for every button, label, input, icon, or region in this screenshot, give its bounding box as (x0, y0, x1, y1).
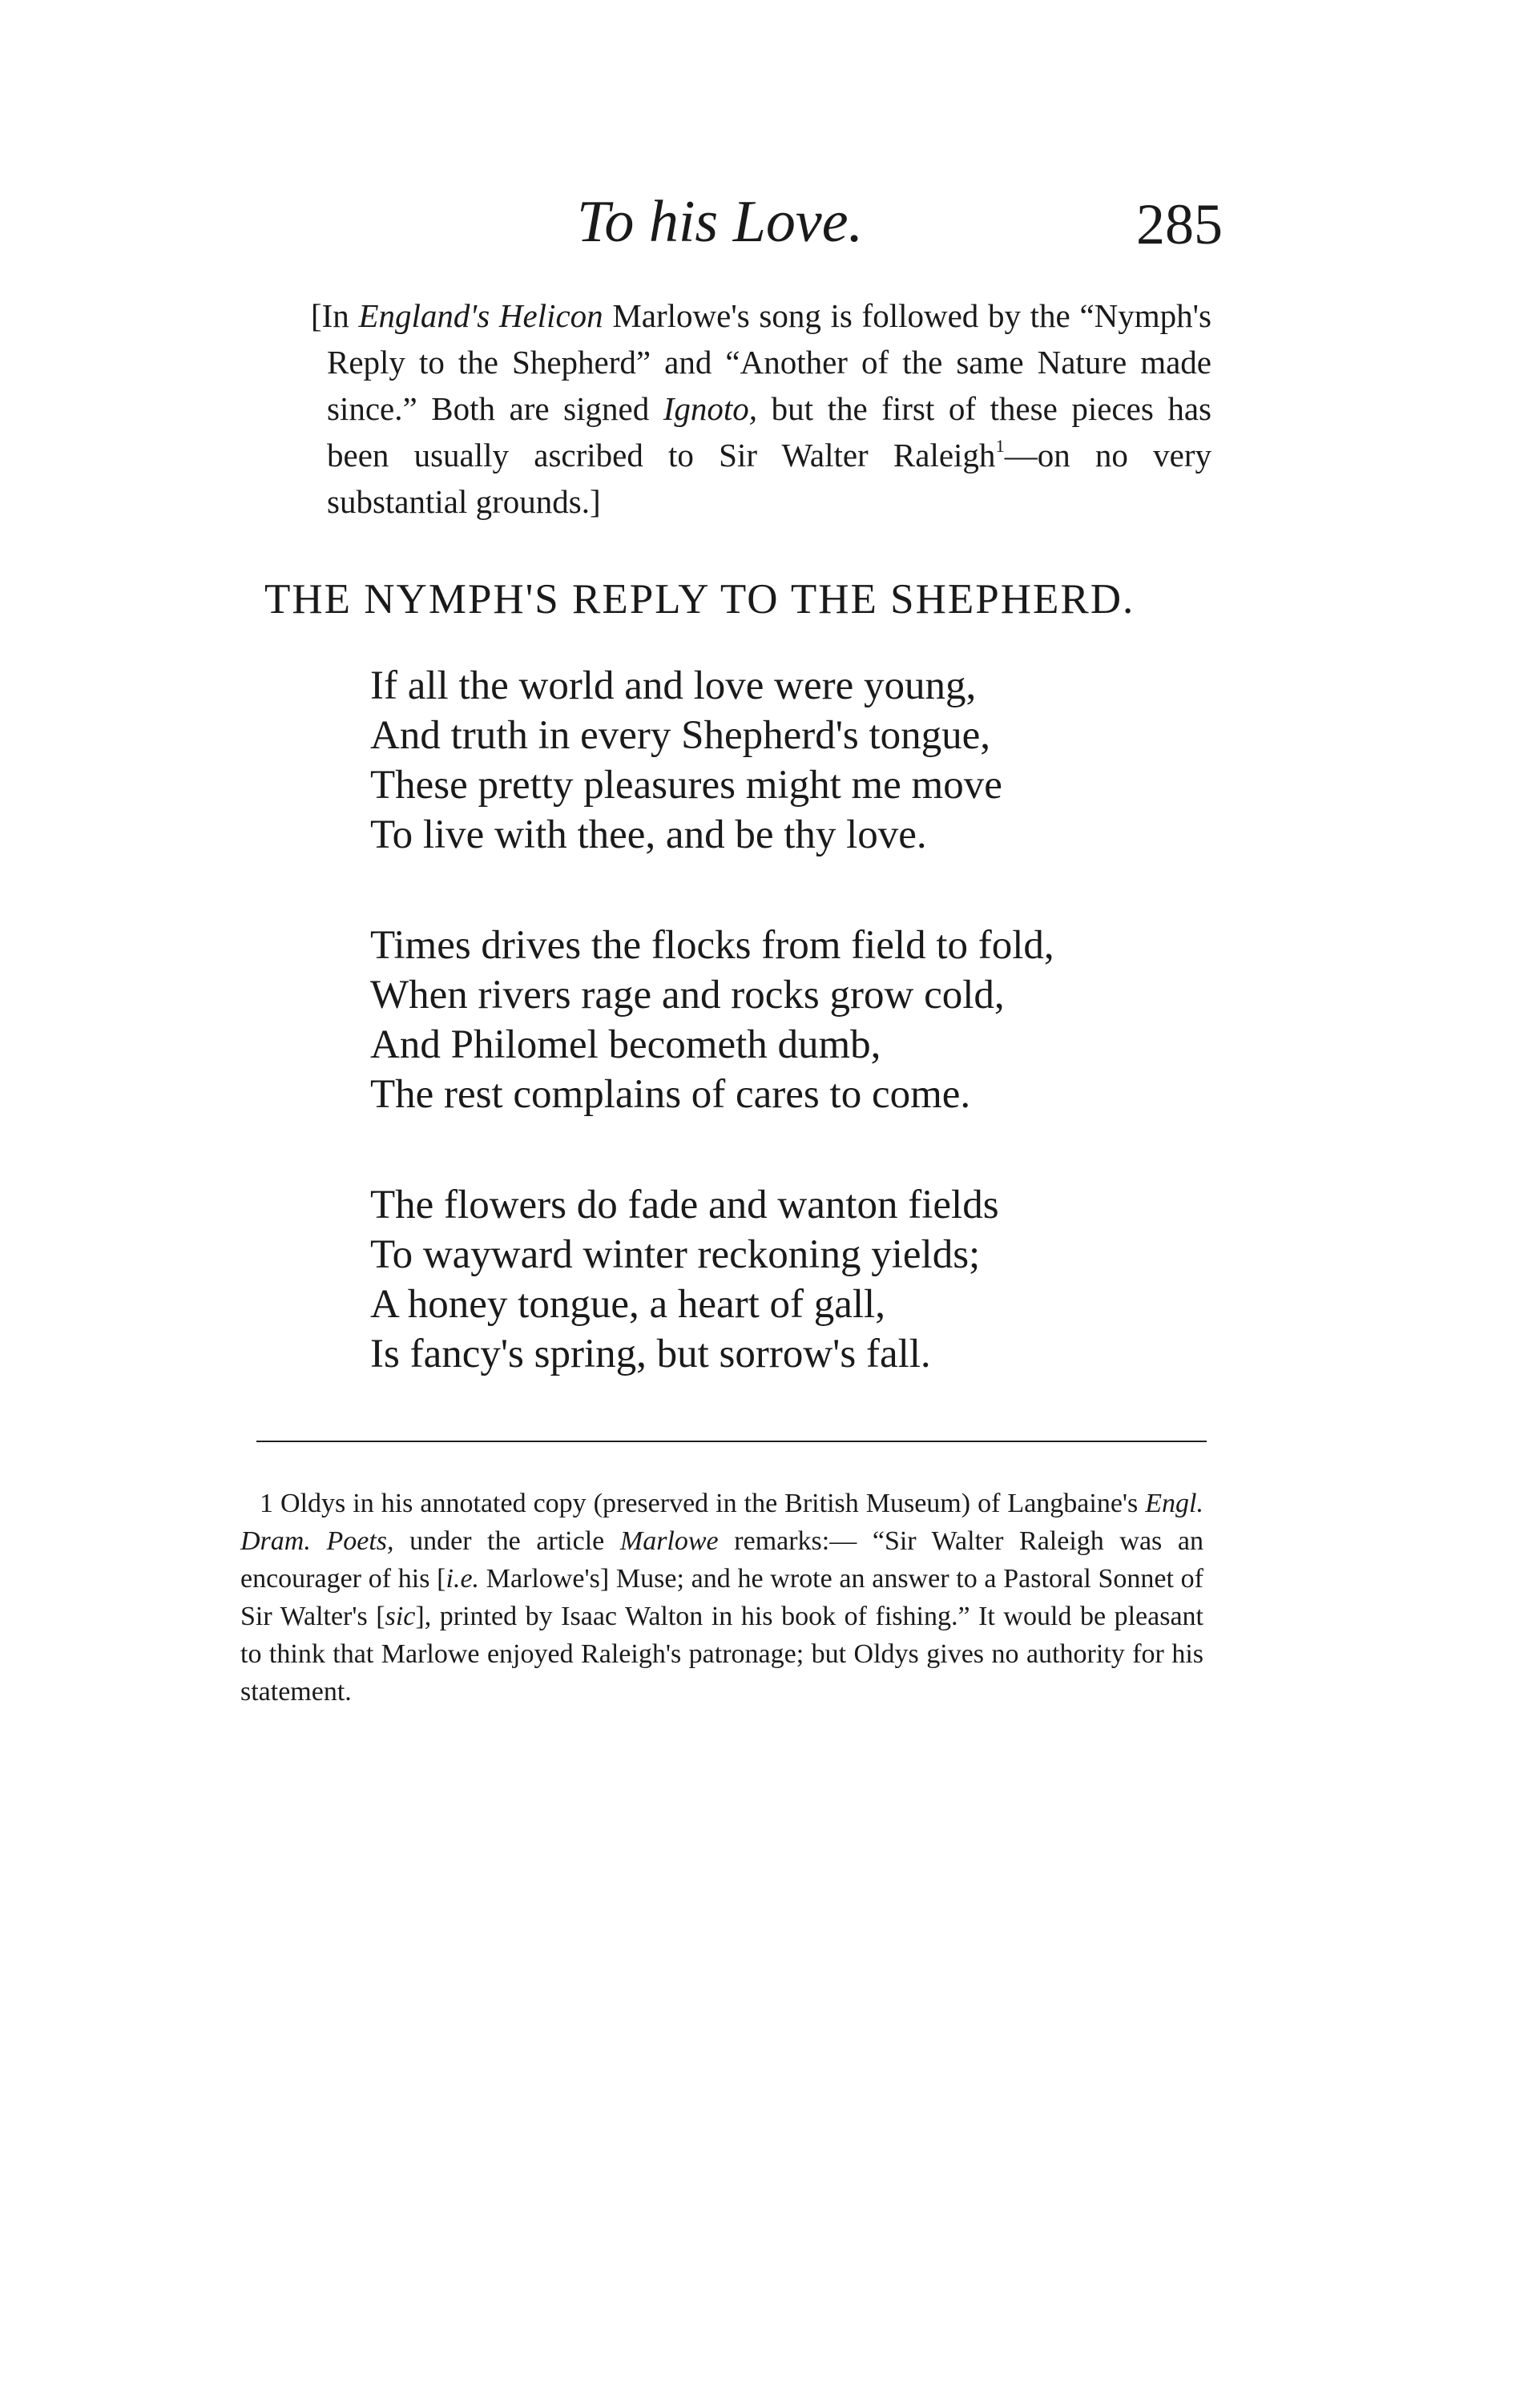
poem-title: THE NYMPH'S REPLY TO THE SHEPHERD. (264, 576, 1135, 623)
poem-line: And Philomel becometh dumb, (370, 1022, 881, 1067)
running-title: To his Love. (577, 189, 864, 255)
poem-line: The rest complains of cares to come. (370, 1072, 971, 1117)
editorial-note (311, 292, 1211, 525)
poem-line: These pretty pleasures might me move (370, 763, 1002, 808)
stanza (370, 1180, 1252, 1379)
footnote: 1 Oldys in his annotated copy (preserved in the British Museum) of Langbaine's Engl. Dram. Poets, under the article Marlowe remarks:— “Sir Walter Raleigh was an encourager of his [i.e. Marlowe's] Muse; and he wrote an answer to a Pastoral Sonnet of Sir Walter's [sic], printed by Isaac Walton in his book of fishing.” It would be pleasant to think that Marlowe enjoyed Raleigh's patronage; but Oldys gives no authority for his statement. (240, 1489, 1204, 1707)
poem-line: Times drives the flocks from field to fold, (370, 923, 1054, 968)
stanza (370, 661, 1252, 860)
poem-line: To live with thee, and be thy love. (370, 812, 927, 857)
signature-ignoto: Ignoto, (663, 390, 758, 427)
poem-line: When rivers rage and rocks grow cold, (370, 973, 1005, 1018)
poem-body (370, 661, 1252, 1440)
footnote-number: 1 (260, 1489, 273, 1518)
footnote-reference: 1 (995, 435, 1005, 456)
poem-line: Is fancy's spring, but sorrow's fall. (370, 1332, 931, 1376)
poem-line: If all the world and love were young, (370, 663, 977, 708)
editorial-note-text: [In England's Helicon Marlowe's song is followed by the “Nymph's Reply to the Shepherd” and “Another of the same Nature made since.” Both are signed Ignoto, but the first of these pieces has been usually ascribed to Sir Walter Raleigh$^1$—on no very substantial grounds.] (311, 297, 1211, 520)
poem-line: A honey tongue, a heart of gall, (370, 1282, 885, 1327)
poem-line: And truth in every Shepherd's tongue, (370, 713, 991, 758)
title-engl-dram-poets: Engl. Dram. Poets, (240, 1489, 1203, 1556)
title-englands-helicon: England's Helicon (358, 297, 603, 334)
poem-line: To wayward winter reckoning yields; (370, 1232, 981, 1277)
footnotes (240, 1485, 1203, 1711)
page-header (240, 188, 1258, 276)
page-number: 285 (1136, 192, 1223, 256)
stanza (370, 921, 1252, 1119)
poem-line: The flowers do fade and wanton fields (370, 1183, 999, 1227)
article-marlowe: Marlowe (619, 1526, 719, 1556)
footnote-divider (256, 1441, 1207, 1442)
